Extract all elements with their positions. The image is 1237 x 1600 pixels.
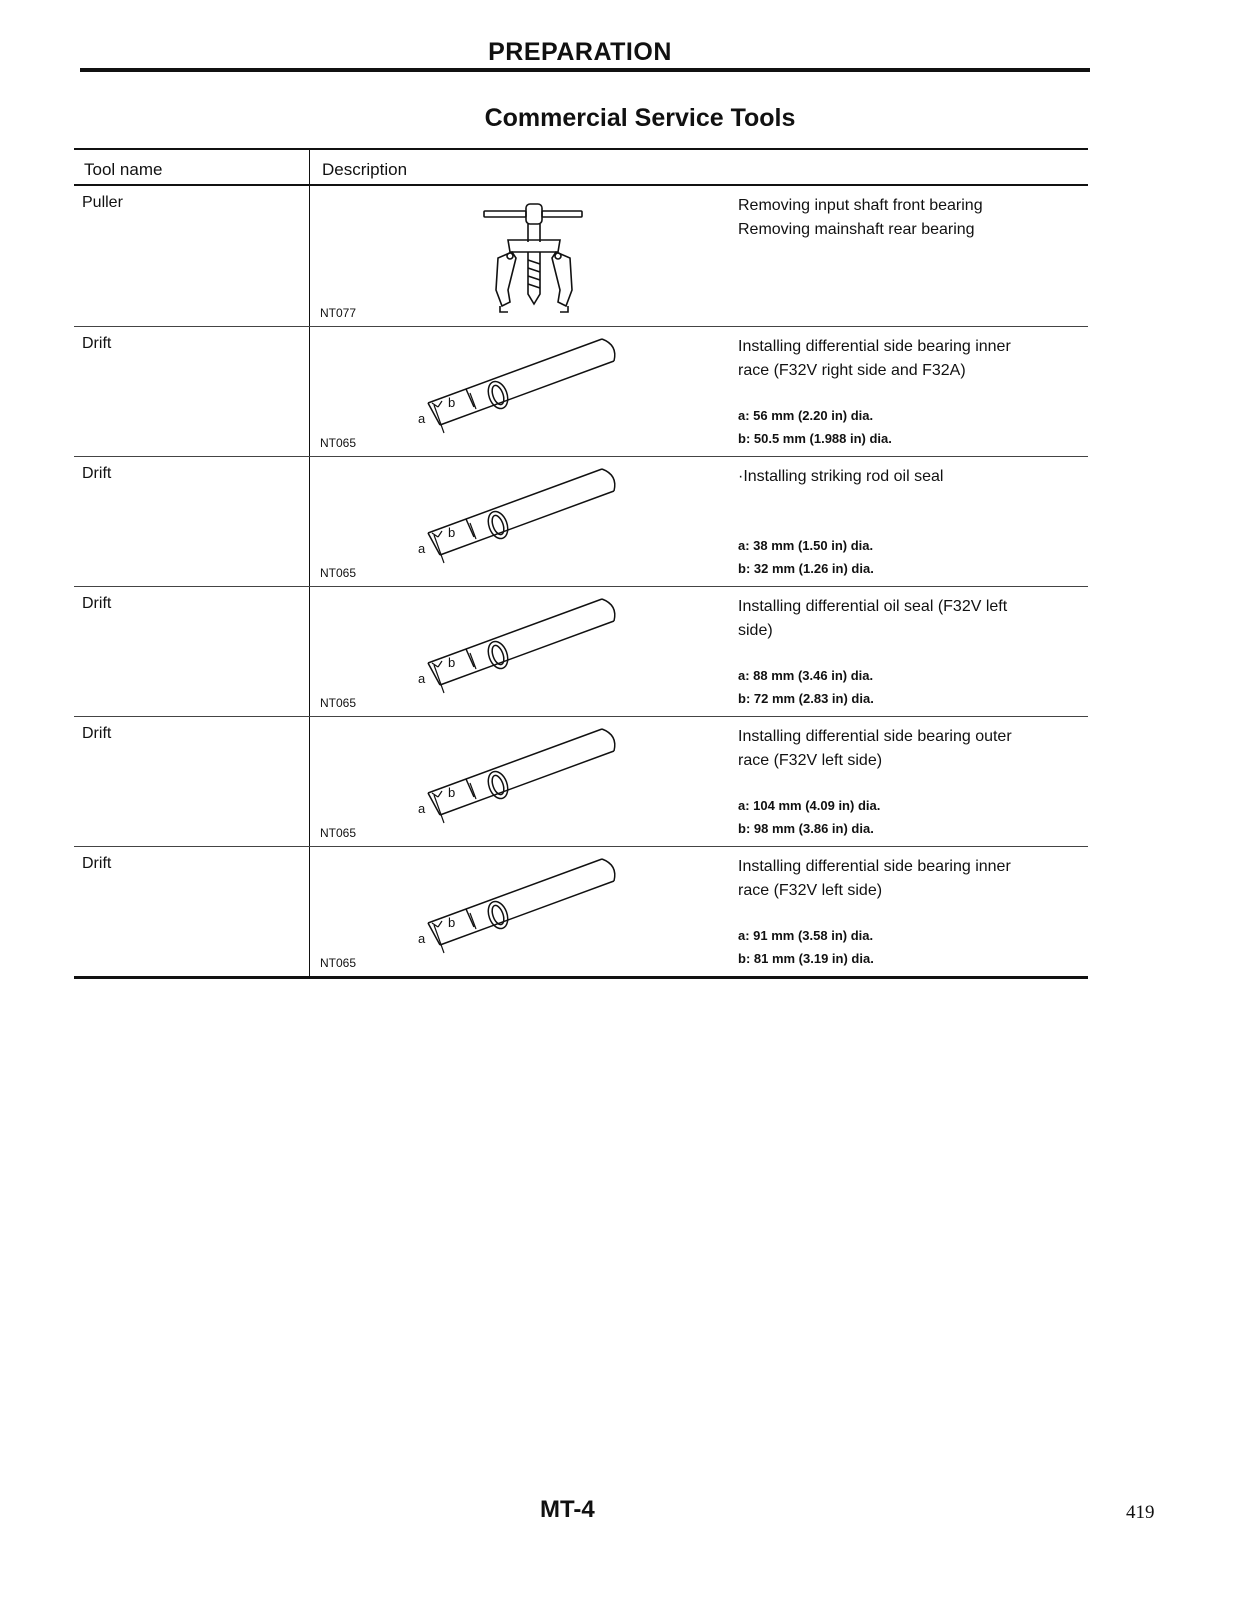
svg-text:a: a [418, 931, 426, 946]
purpose-line: Removing input shaft front bearing [738, 197, 983, 214]
tool-dimensions [738, 794, 880, 840]
tool-dimensions [738, 404, 892, 450]
column-header-tool-name: Tool name [84, 160, 163, 179]
title-rule [80, 68, 1090, 72]
tool-name: Drift [82, 465, 112, 482]
dimension-line: b: 98 mm (3.86 in) dia. [738, 821, 874, 836]
dimension-line: a: 104 mm (4.09 in) dia. [738, 798, 881, 813]
table-row [74, 587, 1088, 717]
column-divider [309, 327, 310, 456]
purpose-line: race (F32V right side and F32A) [738, 362, 966, 379]
drift-icon [404, 597, 624, 702]
dimension-line: a: 91 mm (3.58 in) dia. [738, 928, 874, 943]
svg-text:b: b [448, 525, 456, 540]
tool-dimensions [738, 664, 874, 710]
tool-purpose [738, 335, 1078, 383]
tool-name: Drift [82, 855, 112, 872]
tool-code: NT065 [320, 826, 357, 840]
svg-text:b: b [448, 785, 456, 800]
purpose-line: ·Installing striking rod oil seal [738, 468, 944, 485]
tool-purpose [738, 725, 1078, 773]
purpose-line: Installing differential oil seal (F32V left [738, 598, 1008, 615]
dimension-line: b: 72 mm (2.83 in) dia. [738, 691, 874, 706]
tool-dimensions [738, 924, 874, 970]
page-number: 419 [1126, 1502, 1155, 1523]
tool-code: NT065 [320, 956, 357, 970]
drift-icon [404, 727, 624, 832]
tool-name: Puller [82, 194, 123, 211]
svg-text:b: b [448, 395, 456, 410]
svg-text:b: b [448, 655, 456, 670]
dimension-line: a: 88 mm (3.46 in) dia. [738, 668, 874, 683]
tool-name: Drift [82, 595, 112, 612]
purpose-line: Installing differential side bearing inner [738, 858, 1011, 875]
table-row [74, 186, 1088, 327]
purpose-line: race (F32V left side) [738, 752, 883, 769]
table-row [74, 717, 1088, 847]
purpose-line: Installing differential side bearing inner [738, 338, 1011, 355]
table-row [74, 457, 1088, 587]
svg-text:a: a [418, 801, 426, 816]
tool-purpose [738, 595, 1078, 643]
tool-code: NT065 [320, 436, 357, 450]
svg-text:a: a [418, 411, 426, 426]
purpose-line: side) [738, 622, 773, 639]
purpose-line: Removing mainshaft rear bearing [738, 221, 975, 238]
dimension-line: b: 81 mm (3.19 in) dia. [738, 951, 874, 966]
dimension-line: b: 32 mm (1.26 in) dia. [738, 561, 874, 576]
dimension-line: a: 38 mm (1.50 in) dia. [738, 538, 874, 553]
puller-icon [478, 198, 588, 323]
column-divider [309, 847, 310, 976]
column-divider [309, 150, 310, 184]
tool-purpose [738, 194, 1078, 242]
svg-text:a: a [418, 671, 426, 686]
dimension-line: b: 50.5 mm (1.988 in) dia. [738, 431, 892, 446]
tools-table [74, 148, 1088, 979]
tool-name: Drift [82, 725, 112, 742]
table-row [74, 847, 1088, 979]
column-header-description: Description [322, 160, 408, 179]
drift-icon [404, 857, 624, 962]
tool-dimensions [738, 534, 874, 580]
footer-section-code: MT-4 [540, 1496, 595, 1523]
column-divider [309, 587, 310, 716]
table-body [74, 186, 1088, 979]
tool-purpose [738, 465, 1078, 489]
tool-code: NT065 [320, 566, 357, 580]
section-title: PREPARATION [488, 38, 672, 66]
svg-text:b: b [448, 915, 456, 930]
purpose-line: race (F32V left side) [738, 882, 883, 899]
table-header [74, 148, 1088, 186]
column-divider [309, 186, 310, 326]
tool-code: NT077 [320, 306, 357, 320]
column-divider [309, 457, 310, 586]
column-divider [309, 717, 310, 846]
page-title: Commercial Service Tools [484, 104, 796, 132]
table-row [74, 327, 1088, 457]
tool-purpose [738, 855, 1078, 903]
svg-text:a: a [418, 541, 426, 556]
purpose-line: Installing differential side bearing outer [738, 728, 1012, 745]
drift-icon [404, 467, 624, 572]
tool-code: NT065 [320, 696, 357, 710]
drift-icon [404, 337, 624, 442]
dimension-line: a: 56 mm (2.20 in) dia. [738, 408, 874, 423]
tool-name: Drift [82, 335, 112, 352]
